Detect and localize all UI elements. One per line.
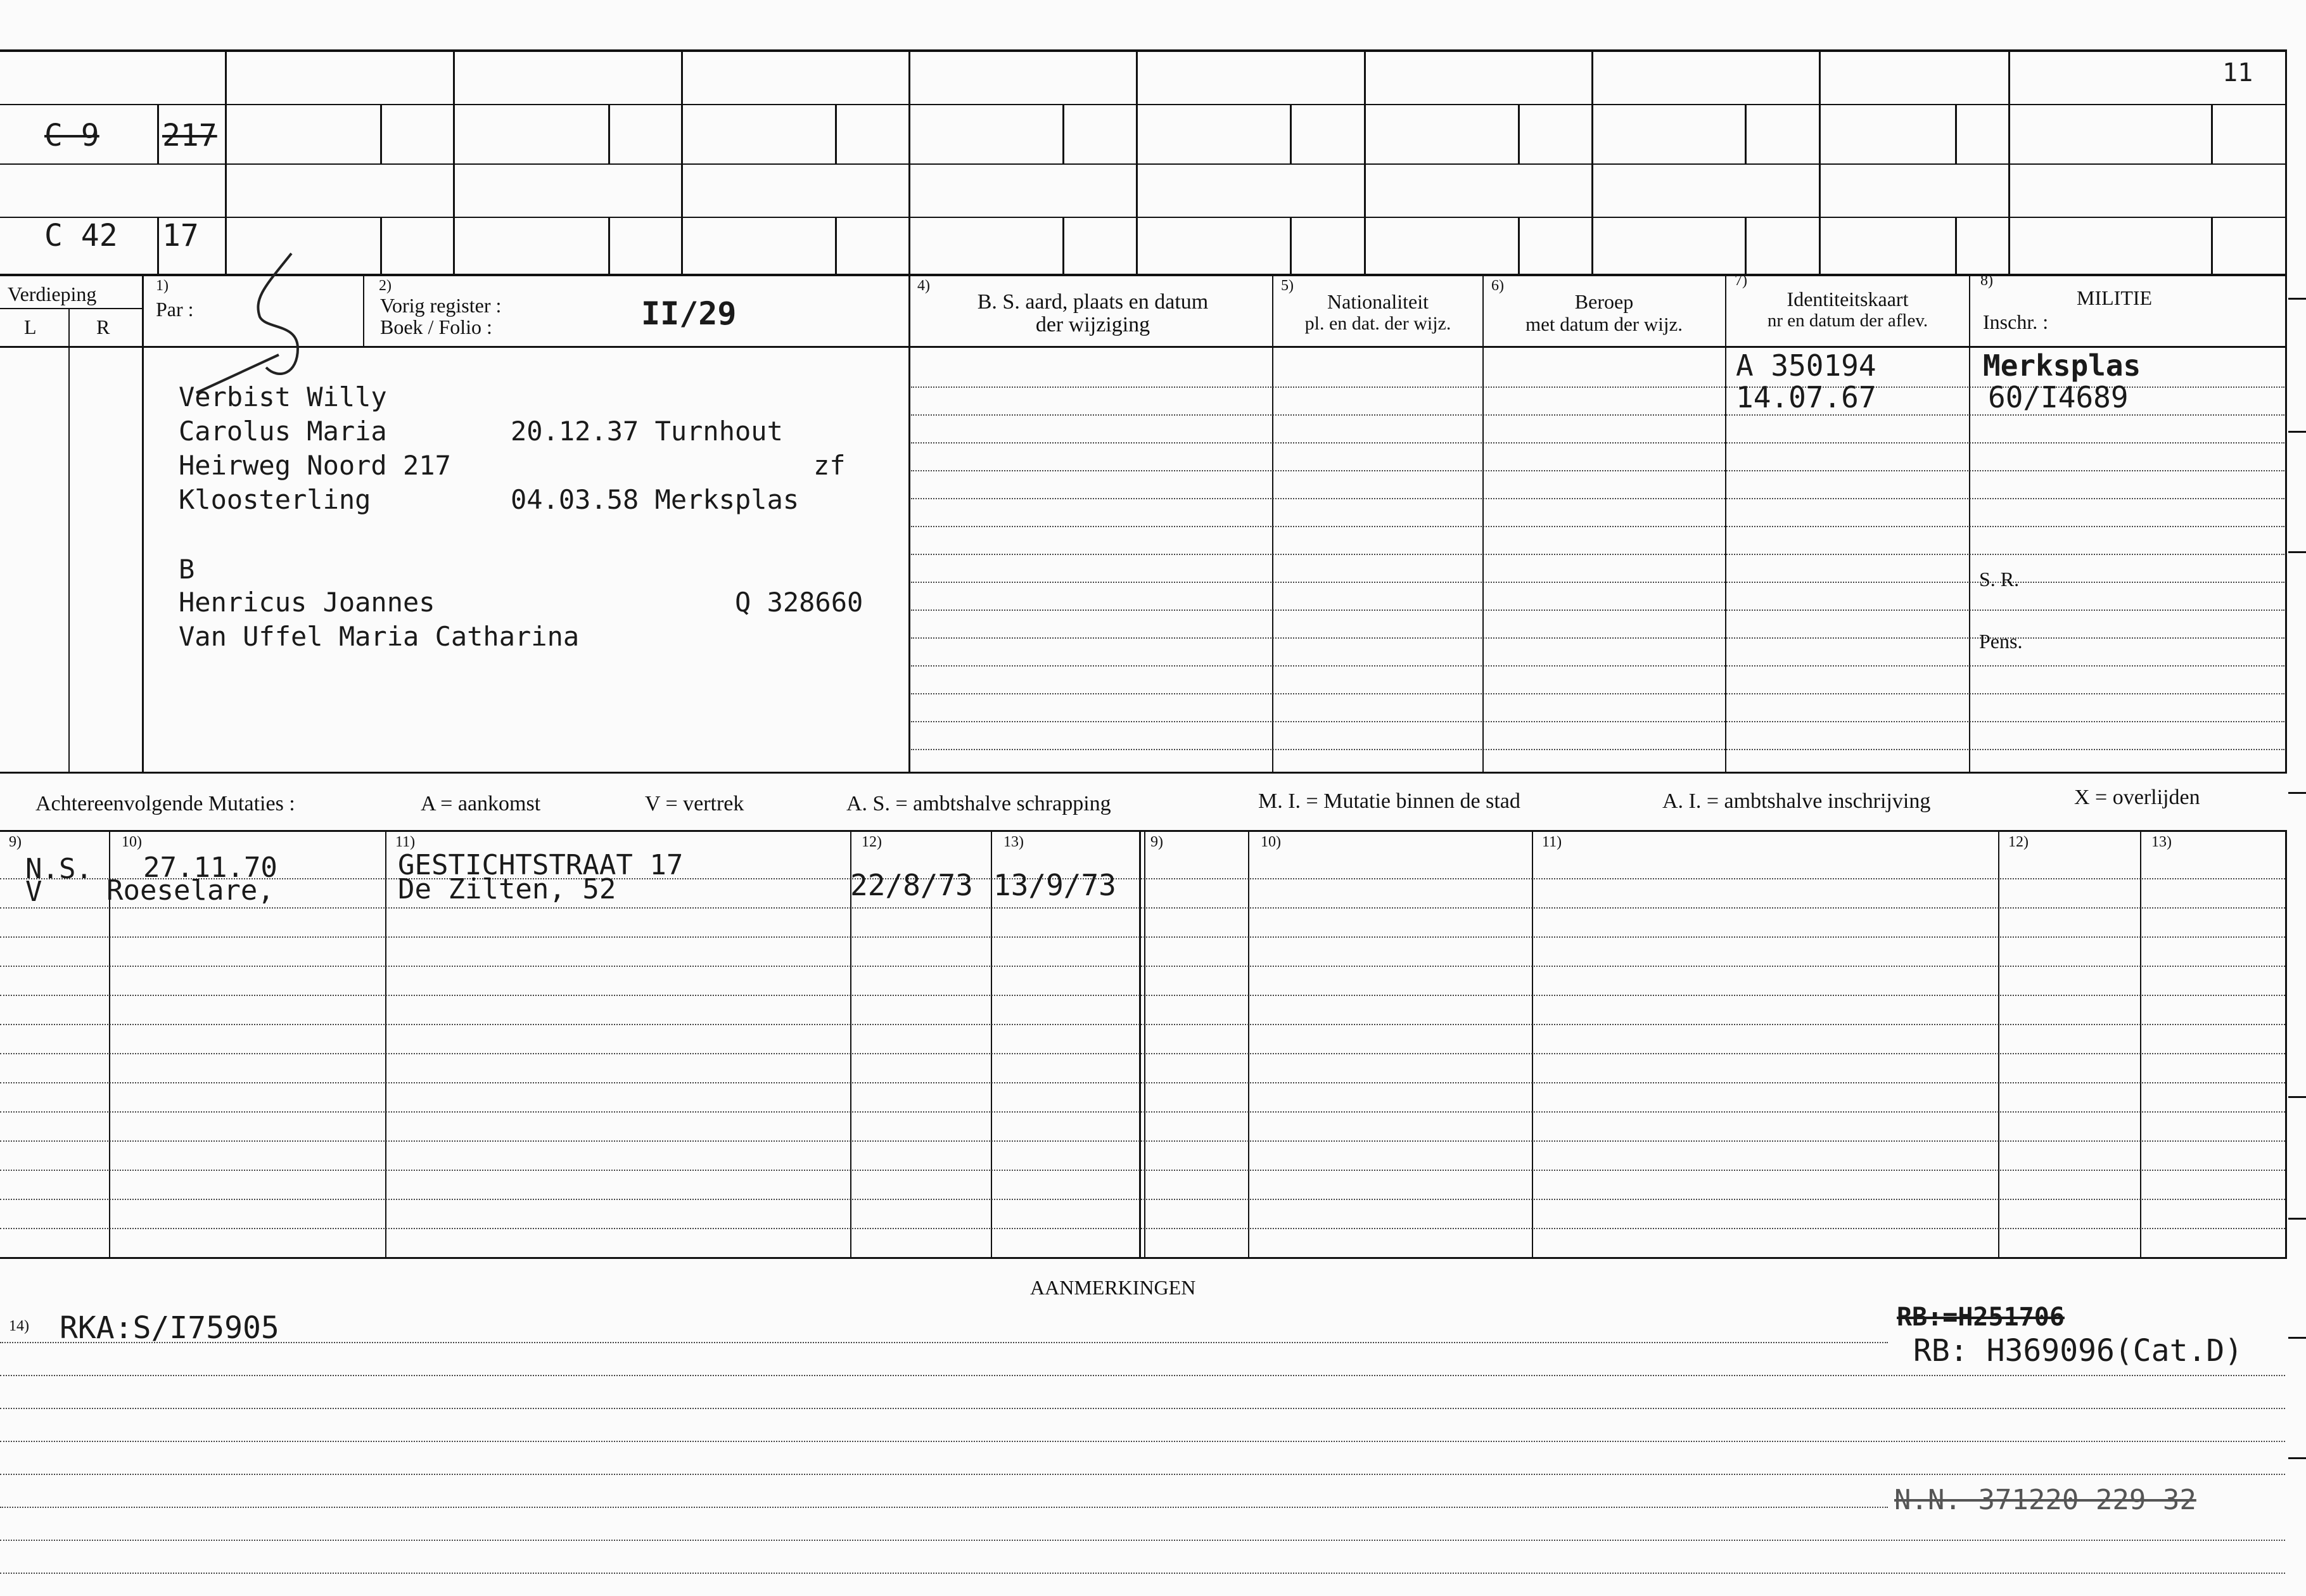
person-given-names: Carolus Maria xyxy=(179,416,387,447)
id-card-date: 14.07.67 xyxy=(1736,380,1876,414)
current-code: C 42 xyxy=(44,218,118,253)
occupation-date: 04.03.58 Merksplas xyxy=(511,484,799,515)
mutation-date: 27.11.70 xyxy=(143,852,277,884)
militie-label: MILITIE xyxy=(2077,286,2153,309)
rb-new: RB: H369096(Cat.D) xyxy=(1913,1333,2243,1369)
h4-line1: B. S. aard, plaats en datum xyxy=(977,290,1209,314)
h7-num: 7) xyxy=(1735,272,1747,289)
mutation-type-2: V xyxy=(25,876,42,908)
parents-code: B xyxy=(179,554,195,585)
mut-col-12b: 12) xyxy=(2008,834,2029,850)
mutation-address-1: GESTICHTSTRAAT 17 xyxy=(398,849,684,881)
par-num: 1) xyxy=(156,278,169,294)
mut-col-10: 10) xyxy=(122,834,142,850)
old-code: C 9 xyxy=(44,118,99,153)
current-number: 17 xyxy=(162,218,199,253)
mother-name: Van Uffel Maria Catharina xyxy=(179,621,580,652)
occupation: Kloosterling xyxy=(179,484,371,515)
par-label: Par : xyxy=(156,298,194,321)
mut-col-9: 9) xyxy=(9,834,22,850)
mutation-date-12: 22/8/73 xyxy=(850,868,973,902)
legend-ai: A. I. = ambtshalve inschrijving xyxy=(1662,789,1931,813)
vorig-num: 2) xyxy=(379,278,392,294)
rb-old: RB:=H251706 xyxy=(1897,1303,2065,1332)
inschr-label: Inschr. : xyxy=(1983,310,2049,333)
boek-folio-value: II/29 xyxy=(641,295,737,332)
address: Heirweg Noord 217 xyxy=(179,450,451,481)
mut-col-10b: 10) xyxy=(1261,834,1281,850)
h6-line1: Beroep xyxy=(1574,290,1634,313)
col-R-label: R xyxy=(96,316,110,338)
mut-col-9b: 9) xyxy=(1150,834,1163,850)
verdieping-label: Verdieping xyxy=(8,283,97,305)
mut-col-13: 13) xyxy=(1003,834,1024,850)
h4-num: 4) xyxy=(917,278,930,294)
old-number: 217 xyxy=(162,118,217,153)
boek-folio-label: Boek / Folio : xyxy=(380,316,492,338)
h6-num: 6) xyxy=(1491,278,1504,294)
h7-line1: Identiteitskaart xyxy=(1787,288,1909,310)
nn-number: N.N. 371220 229 32 xyxy=(1894,1484,2196,1516)
h7-line2: nr en datum der aflev. xyxy=(1767,310,1928,331)
h5-line2: pl. en dat. der wijz. xyxy=(1304,313,1451,334)
legend-as: A. S. = ambtshalve schrapping xyxy=(846,792,1111,815)
mutation-date-13: 13/9/73 xyxy=(993,868,1116,902)
h5-line1: Nationaliteit xyxy=(1327,290,1429,313)
h8-num: 8) xyxy=(1980,272,1993,289)
h5-num: 5) xyxy=(1281,278,1294,294)
legend-a: A = aankomst xyxy=(421,792,541,815)
vorig-register-label: Vorig register : xyxy=(380,294,502,317)
remarks-num: 14) xyxy=(9,1318,29,1334)
father-name: Henricus Joannes xyxy=(179,587,435,618)
corner-mark: 11 xyxy=(2222,58,2253,87)
id-card-number: A 350194 xyxy=(1736,348,1876,383)
mutation-type-1: N.S. xyxy=(25,853,92,885)
mutation-address-2: De Zilten, 52 xyxy=(398,873,616,905)
rka-number: RKA:S/I75905 xyxy=(60,1310,279,1346)
father-number: Q 328660 xyxy=(735,587,863,618)
sr-label: S. R. xyxy=(1979,568,2020,591)
mut-col-11: 11) xyxy=(395,834,416,850)
remarks-title: AANMERKINGEN xyxy=(1030,1276,1196,1299)
mutations-title: Achtereenvolgende Mutaties : xyxy=(35,792,295,815)
col-L-label: L xyxy=(24,316,37,338)
legend-mi: M. I. = Mutatie binnen de stad xyxy=(1258,789,1520,813)
mut-col-13b: 13) xyxy=(2151,834,2172,850)
mut-col-11b: 11) xyxy=(1542,834,1562,850)
militia-place: Merksplas xyxy=(1983,348,2141,383)
par-signature-icon xyxy=(190,247,355,399)
mut-col-12: 12) xyxy=(862,834,882,850)
legend-v: V = vertrek xyxy=(645,792,744,815)
person-name: Verbist Willy xyxy=(179,381,387,412)
h6-line2: met datum der wijz. xyxy=(1526,313,1683,335)
pens-label: Pens. xyxy=(1979,630,2023,653)
militia-code: 60/I4689 xyxy=(1988,380,2129,414)
birth-info: 20.12.37 Turnhout xyxy=(511,416,783,447)
status-code: zf xyxy=(813,450,846,481)
h4-line2: der wijziging xyxy=(1035,313,1150,336)
mutation-place: Roeselare, xyxy=(106,874,274,907)
legend-x: X = overlijden xyxy=(2074,786,2200,809)
